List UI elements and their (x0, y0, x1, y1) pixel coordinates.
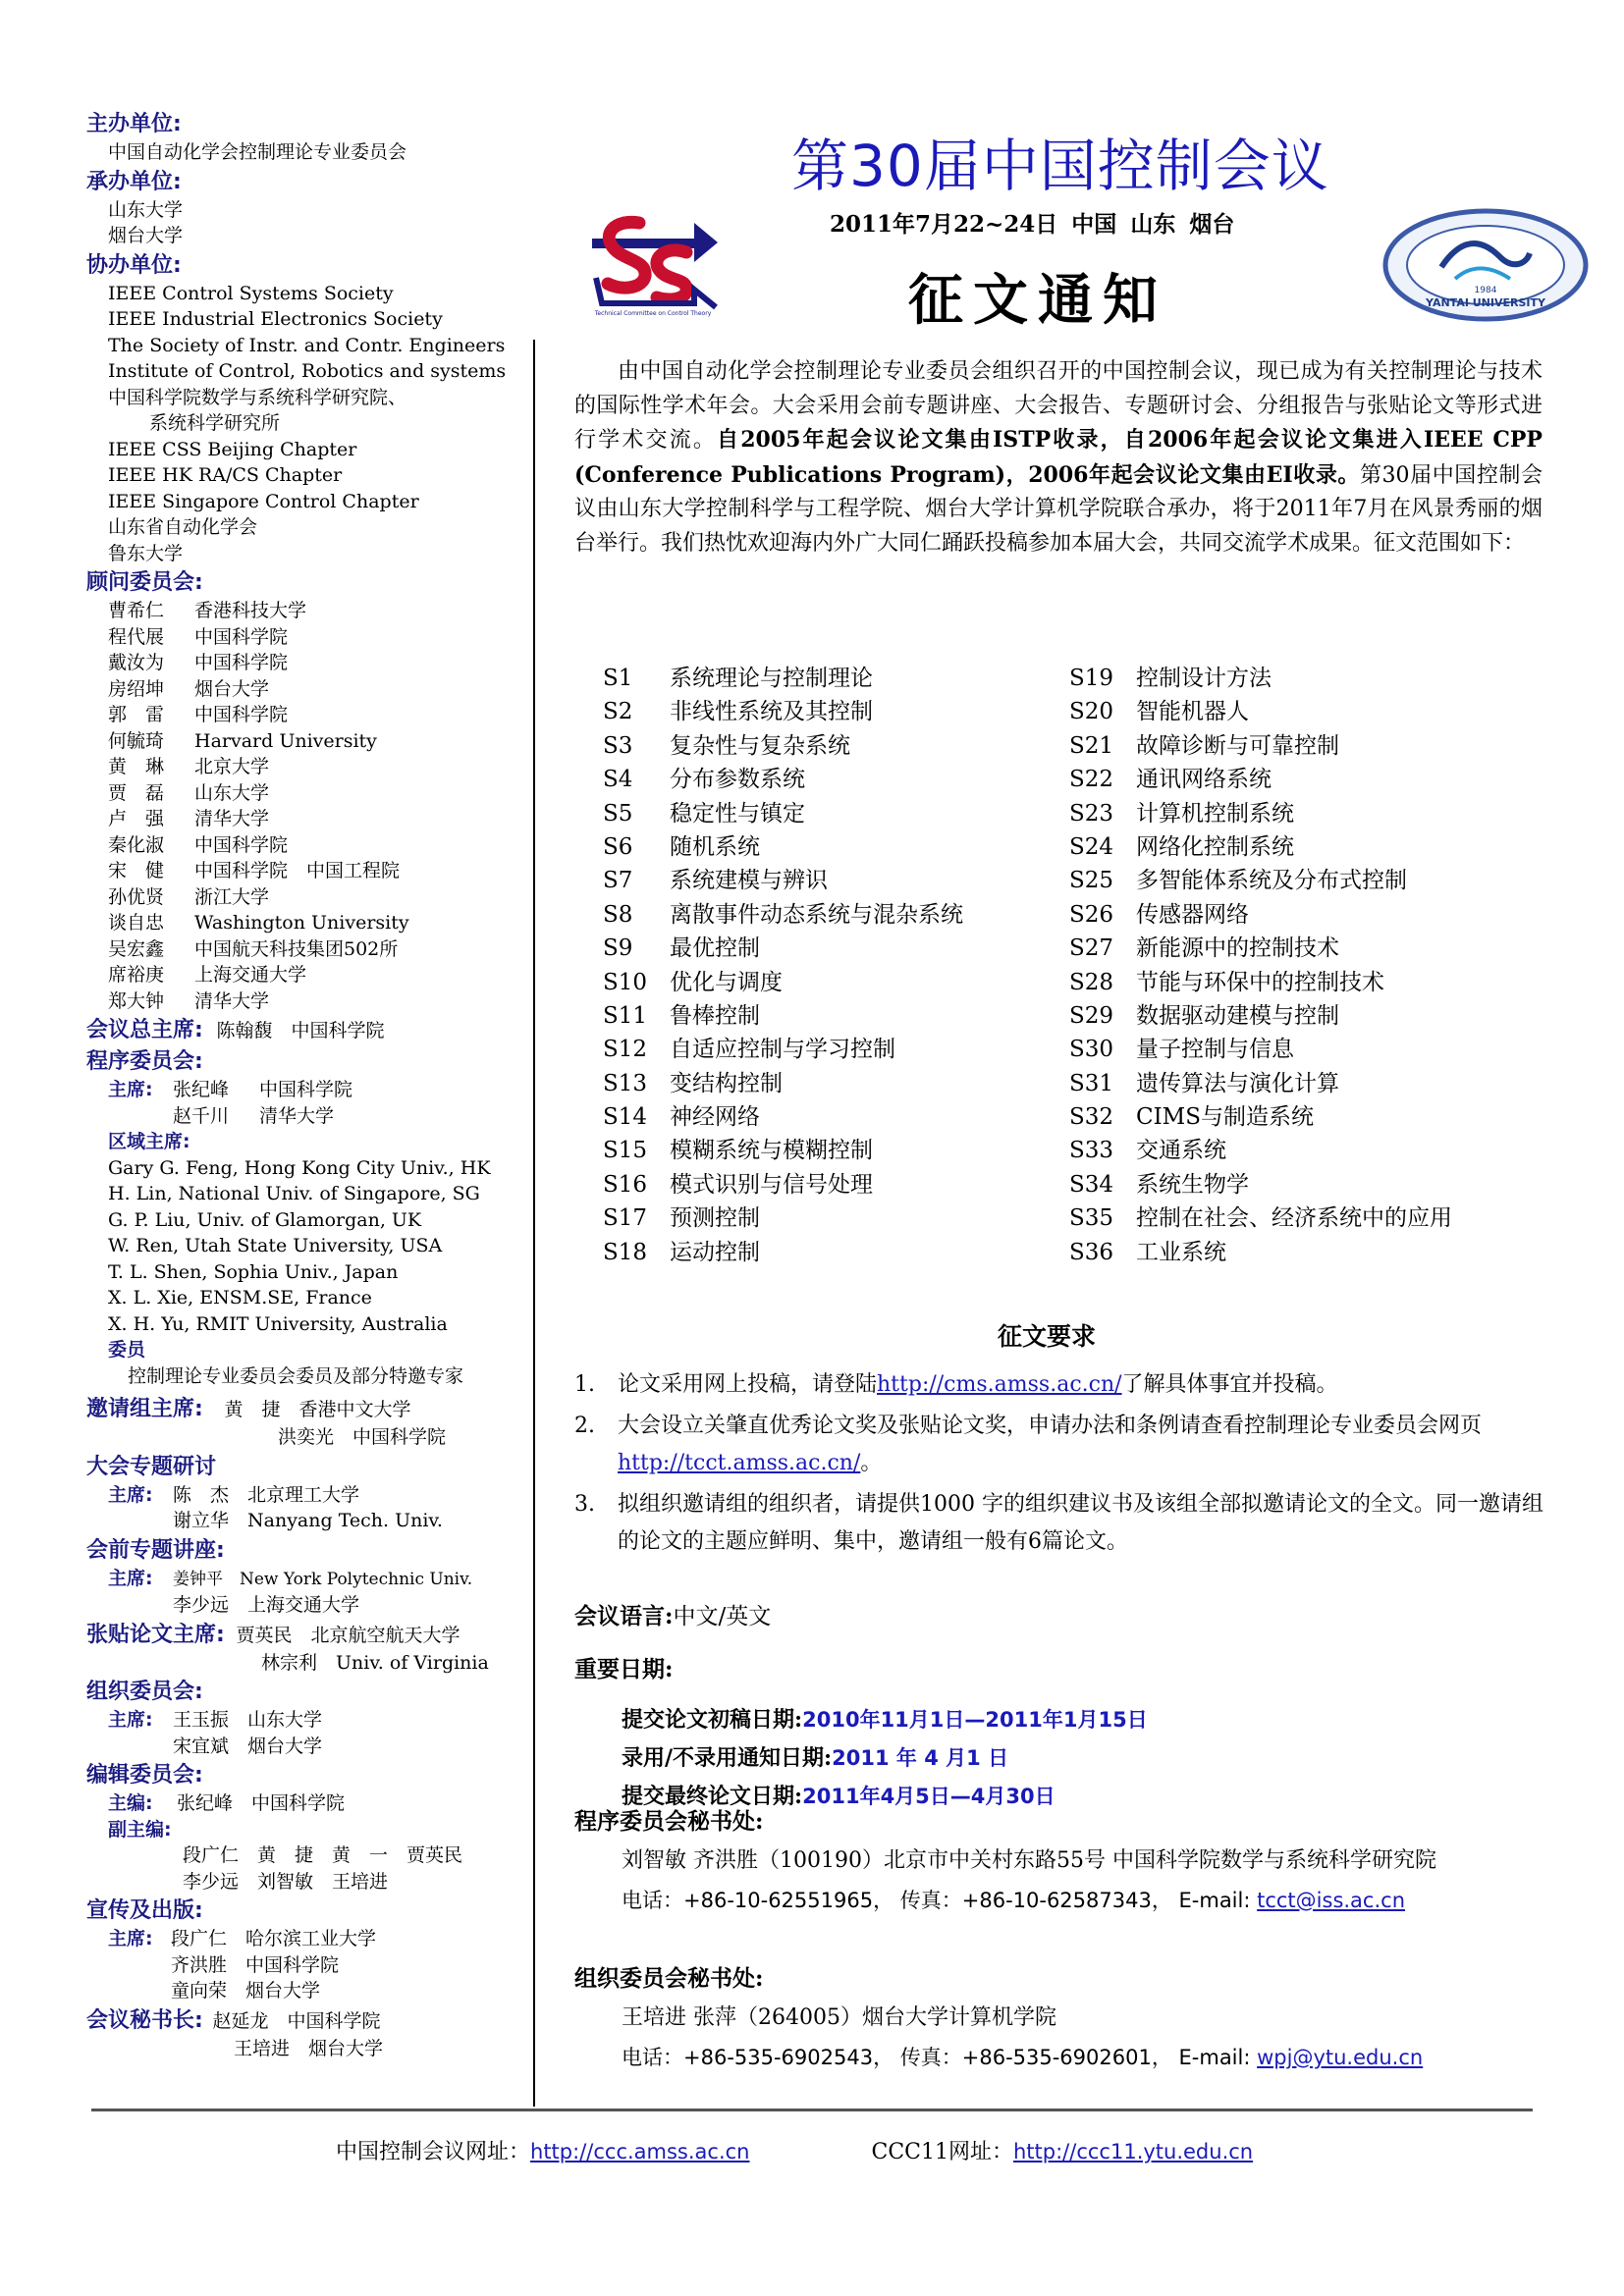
topic-code: S4 (603, 767, 633, 793)
invited-row (86, 1395, 530, 1424)
coorganizer-item: IEEE CSS Beijing Chapter (108, 438, 357, 460)
topic-item (603, 1201, 963, 1235)
topic-name: 优化与调度 (670, 969, 783, 995)
coorganizer-item: IEEE Industrial Electronics Society (108, 308, 443, 330)
topic-code: S5 (603, 800, 633, 827)
topic-code: S34 (1069, 1171, 1114, 1198)
topics-column-right (1069, 662, 1452, 1269)
program-heading: 程序委员会: (86, 1049, 203, 1074)
advisory-member-org: Washington University (194, 912, 409, 934)
program-secretariat-label: 程序委员会秘书处: (574, 1808, 764, 1835)
advisory-member (86, 780, 530, 807)
topic-code: S9 (603, 935, 633, 962)
advisory-member-name: 卢 强 (108, 808, 165, 829)
topic-item (1069, 729, 1452, 763)
requirements-list (574, 1366, 1546, 1565)
advisory-member-org: 中国航天科技集团502所 (194, 937, 399, 960)
publicity-heading: 宣传及出版: (86, 1898, 203, 1923)
topic-item (1069, 1067, 1452, 1100)
regional-chair: T. L. Shen, Sophia Univ., Japan (108, 1260, 399, 1283)
yantai-logo-caption: YANTAI UNIVERSITY (1426, 296, 1545, 309)
topic-name: 神经网络 (670, 1104, 760, 1131)
topic-item (603, 797, 963, 830)
advisory-member-org: 中国科学院 (194, 652, 289, 673)
topic-code: S25 (1069, 868, 1114, 894)
advisory-member-org: 山东大学 (194, 781, 270, 804)
coorganizer-item: IEEE Singapore Control Chapter (108, 490, 419, 512)
advisory-member-name: 席裕庚 (108, 964, 165, 986)
tutorial-heading: 会前专题讲座: (86, 1537, 225, 1563)
topic-item (1069, 1134, 1452, 1167)
coorganizer-item: 山东省自动化学会 (108, 516, 258, 538)
poster-row (86, 1621, 530, 1650)
topic-code: S24 (1069, 833, 1114, 860)
requirement-text: 大会设立关肇直优秀论文奖及张贴论文奖，申请办法和条例请查看控制理论专业委员会网页 (618, 1414, 1483, 1438)
program-chair-name: 张纪峰 (173, 1079, 230, 1100)
topic-name: 分布参数系统 (670, 767, 805, 793)
tcct-logo-caption: Technical Committee on Control Theory (594, 310, 712, 317)
ccc-website-link[interactable]: http://ccc.amss.ac.cn (530, 2140, 750, 2163)
advisory-member (86, 858, 530, 884)
topic-item (603, 966, 963, 999)
advisory-member (86, 884, 530, 911)
program-secretariat-address: 刘智敏 齐洪胜（100190）北京市中关村东路55号 中国科学院数学与系统科学研究院 (622, 1848, 1436, 1873)
advisory-member-org: 中国科学院 (194, 704, 289, 725)
organizer-heading: 承办单位: (86, 169, 182, 194)
organizing-heading: 组织委员会: (86, 1680, 203, 1704)
advisory-list (86, 598, 530, 1014)
advisory-member-org: 香港科技大学 (194, 600, 307, 621)
advisory-member-name: 郭 雷 (108, 704, 165, 725)
poster-heading: 张贴论文主席: (86, 1622, 225, 1647)
topic-item (603, 932, 963, 965)
topic-item (603, 1168, 963, 1201)
editorial-heading: 编辑委员会: (86, 1763, 203, 1788)
editorial-chief-label: 主编: (108, 1792, 153, 1814)
publicity-line: 童向荣 烟台大学 (171, 1980, 321, 2002)
topic-name: CIMS与制造系统 (1136, 1104, 1314, 1131)
topic-name: 变结构控制 (670, 1070, 783, 1096)
topic-code: S36 (1069, 1239, 1114, 1265)
tcct-website-link[interactable]: http://tcct.amss.ac.cn/ (618, 1451, 861, 1475)
secretary-row (86, 2006, 530, 2036)
regional-chair: X. H. Yu, RMIT University, Australia (108, 1312, 448, 1335)
topic-item (603, 662, 963, 695)
plenary-chair-label: 主席: (108, 1483, 153, 1506)
organizing-chair-label: 主席: (108, 1709, 153, 1731)
intro-paragraph (574, 355, 1543, 561)
topic-item (1069, 830, 1452, 864)
poster-line: 林宗利 Univ. of Virginia (261, 1651, 489, 1674)
requirement-number: 3. (574, 1492, 595, 1517)
regional-list (86, 1155, 530, 1338)
organizing-line: 宋宜斌 烟台大学 (173, 1735, 323, 1757)
topic-item (603, 695, 963, 728)
organizing-secretariat (574, 1959, 1423, 2077)
date-label: 录用/不录用通知日期: (622, 1745, 833, 1771)
topic-item (1069, 1033, 1452, 1066)
topic-item (603, 763, 963, 796)
sidebar (86, 108, 530, 2109)
topic-code: S6 (603, 833, 633, 860)
topic-name: 控制设计方法 (1136, 666, 1272, 691)
coorganizer-item: 系统科学研究所 (149, 412, 281, 434)
topic-code: S35 (1069, 1205, 1114, 1232)
topic-item (1069, 1168, 1452, 1201)
topic-item (603, 999, 963, 1033)
invited-line: 黄 捷 香港中文大学 (224, 1399, 411, 1420)
editorial-chief: 张纪峰 中国科学院 (177, 1792, 346, 1814)
date-row (622, 1739, 1148, 1778)
topic-name: 量子控制与信息 (1136, 1037, 1294, 1063)
yantai-university-logo (1382, 208, 1589, 322)
advisory-member (86, 988, 530, 1015)
ccc11-website-label: CCC11网址： (871, 2140, 1013, 2164)
topic-name: 稳定性与镇定 (670, 800, 805, 827)
organizing-secretariat-contact (574, 2038, 1423, 2077)
topic-code: S14 (603, 1104, 648, 1131)
topic-name: 预测控制 (670, 1205, 760, 1232)
topic-name: 自适应控制与学习控制 (670, 1037, 895, 1063)
general-chair-value: 陈翰馥 中国科学院 (216, 1020, 385, 1041)
topic-name: 新能源中的控制技术 (1136, 935, 1339, 962)
topic-code: S15 (603, 1138, 648, 1164)
host-item: 中国自动化学会控制理论专业委员会 (108, 141, 407, 163)
advisory-member (86, 624, 530, 651)
topic-code: S16 (603, 1171, 648, 1198)
topic-code: S23 (1069, 800, 1114, 827)
advisory-member-name: 秦化淑 (108, 833, 165, 856)
advisory-member-name: 何毓琦 (108, 729, 165, 752)
topic-name: 离散事件动态系统与混杂系统 (670, 901, 963, 928)
advisory-member-org: 中国科学院 (194, 625, 289, 648)
conference-date-location: 2011年7月22~24日 中国 山东 烟台 (830, 211, 1235, 238)
secretary-line: 王培进 烟台大学 (234, 2037, 384, 2059)
topic-name: 模糊系统与模糊控制 (670, 1138, 873, 1164)
advisory-member (86, 702, 530, 728)
topic-item (1069, 999, 1452, 1033)
topic-code: S32 (1069, 1104, 1114, 1131)
regional-chair: X. L. Xie, ENSM.SE, France (108, 1287, 372, 1308)
topic-name: 故障诊断与可靠控制 (1136, 732, 1339, 759)
topic-item (1069, 1100, 1452, 1134)
topic-name: 系统生物学 (1136, 1171, 1249, 1198)
program-members-label: 委员 (108, 1339, 146, 1361)
topic-name: 非线性系统及其控制 (670, 699, 873, 725)
regional-chair-label: 区域主席: (108, 1131, 190, 1152)
regional-chair: Gary G. Feng, Hong Kong City Univ., HK (108, 1156, 491, 1179)
topic-name: 通讯网络系统 (1136, 767, 1272, 793)
advisory-member-name: 曹希仁 (108, 600, 165, 621)
program-secretariat (574, 1802, 1436, 1920)
advisory-member (86, 754, 530, 780)
tutorial-chair-label: 主席: (108, 1567, 153, 1589)
page-title: 第30届中国控制会议 (791, 133, 1329, 199)
topic-name: 节能与环保中的控制技术 (1136, 969, 1384, 995)
requirement-item (574, 1486, 1546, 1561)
advisory-member-name: 孙优贤 (108, 885, 165, 908)
topic-item (603, 1067, 963, 1100)
topic-item (1069, 695, 1452, 728)
topic-item (1069, 966, 1452, 999)
topic-code: S28 (1069, 969, 1114, 995)
topic-code: S27 (1069, 935, 1114, 962)
advisory-member (86, 728, 530, 755)
topic-item (603, 864, 963, 897)
organizing-line: 王玉振 山东大学 (173, 1709, 323, 1731)
organizing-secretariat-address: 王培进 张萍（264005）烟台大学计算机学院 (622, 2005, 1056, 2030)
coorganizer-heading: 协办单位: (86, 252, 182, 278)
topic-item (603, 898, 963, 932)
language-label: 会议语言: (574, 1603, 674, 1629)
topic-item (1069, 797, 1452, 830)
editorial-deputy-line: 李少远 刘智敏 王培进 (183, 1870, 389, 1893)
advisory-member (86, 598, 530, 624)
program-chair-org: 中国科学院 (259, 1079, 353, 1100)
topic-code: S10 (603, 969, 648, 995)
topic-code: S8 (603, 901, 633, 928)
topic-item (603, 1100, 963, 1134)
topic-item (1069, 662, 1452, 695)
topic-name: 智能机器人 (1136, 699, 1249, 725)
advisory-member (86, 832, 530, 859)
topic-code: S22 (1069, 767, 1114, 793)
topic-name: 多智能体系统及分布式控制 (1136, 868, 1407, 894)
important-dates-label: 重要日期: (574, 1656, 674, 1682)
intro-indexing-note: 自2005年起会议论文集由ISTP收录，自2006年起会议论文集进入IEEE CPP (Conference Publications Program)，2006年起会议论文集由EI收录。 (574, 427, 1543, 488)
general-chair-heading: 会议总主席: (86, 1018, 203, 1042)
program-secretariat-contact (574, 1881, 1436, 1920)
date-value: 2011 年 4 月1 日 (832, 1746, 1009, 1770)
editorial-deputy-line: 段广仁 黄 捷 黄 一 贾英民 (183, 1844, 463, 1866)
plenary-line: 谢立华 Nanyang Tech. Univ. (173, 1510, 443, 1531)
program-members-text: 控制理论专业委员会委员及部分特邀专家 (128, 1364, 464, 1387)
topic-item (603, 830, 963, 864)
coorganizer-item: IEEE Control Systems Society (108, 282, 394, 304)
tutorial-line: 李少远 上海交通大学 (173, 1594, 360, 1616)
host-heading: 主办单位: (86, 112, 182, 136)
date-label: 提交最终论文日期: (622, 1784, 803, 1809)
requirement-number: 1. (574, 1372, 595, 1397)
topic-item (1069, 864, 1452, 897)
program-chair-label: 主席: (108, 1079, 153, 1100)
advisory-heading: 顾问委员会: (86, 570, 203, 595)
submission-link[interactable]: http://cms.amss.ac.cn/ (877, 1372, 1122, 1397)
invited-heading: 邀请组主席: (86, 1397, 203, 1421)
topic-name: 模式识别与信号处理 (670, 1171, 873, 1198)
regional-chair: W. Ren, Utah State University, USA (108, 1235, 443, 1256)
topic-name: 鲁棒控制 (670, 1002, 760, 1029)
date-row (622, 1701, 1148, 1739)
editorial-deputy-label: 副主编: (108, 1818, 172, 1841)
call-for-papers-heading: 征文通知 (908, 268, 1167, 333)
ccc11-website-link[interactable]: http://ccc11.ytu.edu.cn (1013, 2140, 1254, 2163)
topic-code: S12 (603, 1037, 648, 1063)
invited-line: 洪奕光 中国科学院 (278, 1426, 447, 1448)
advisory-member-name: 戴汝为 (108, 652, 165, 673)
yantai-logo-year: 1984 (1474, 286, 1497, 295)
secretary-heading: 会议秘书长: (86, 2007, 203, 2033)
regional-chair: H. Lin, National Univ. of Singapore, SG (108, 1183, 480, 1204)
topic-code: S26 (1069, 901, 1114, 928)
topic-name: 传感器网络 (1136, 901, 1249, 928)
advisory-member-org: 中国科学院 (194, 833, 289, 856)
date-label: 提交论文初稿日期: (622, 1707, 803, 1733)
topic-item (603, 1134, 963, 1167)
requirements-heading: 征文要求 (998, 1322, 1097, 1351)
footer-divider (91, 2109, 1533, 2111)
advisory-member (86, 676, 530, 703)
advisory-member (86, 936, 530, 963)
topic-code: S19 (1069, 666, 1114, 691)
topic-code: S11 (603, 1002, 648, 1029)
intro-text-1: 由中国自动化学会控制理论专业委员会组织召开的中国控制会议，现已成为有关控制理论与技术的国际性学术年会。大会采用会前专题讲座、大会报告、专题研讨会、分组报告与张贴论文等形式进行学术交流。 (574, 359, 1543, 453)
requirement-number: 2. (574, 1414, 595, 1438)
advisory-member-org: 浙江大学 (194, 885, 270, 908)
organizer-item: 山东大学 (108, 198, 184, 221)
publicity-line: 段广仁 哈尔滨工业大学 (171, 1928, 377, 1949)
advisory-member-name: 程代展 (108, 625, 165, 648)
topic-name: 数据驱动建模与控制 (1136, 1002, 1339, 1029)
topic-name: 随机系统 (670, 833, 760, 860)
topic-name: 复杂性与复杂系统 (670, 732, 850, 759)
footer (336, 2135, 1253, 2165)
program-chair-name: 赵千川 (173, 1104, 230, 1127)
topic-name: 系统理论与控制理论 (670, 666, 873, 691)
topic-code: S21 (1069, 732, 1114, 759)
coorganizer-item: 中国科学院数学与系统科学研究院、 (108, 386, 407, 408)
advisory-member-name: 贾 磊 (108, 781, 165, 804)
topic-code: S33 (1069, 1138, 1114, 1164)
topic-name: 计算机控制系统 (1136, 800, 1294, 827)
advisory-member-org: 上海交通大学 (194, 964, 307, 986)
organizing-secretariat-email[interactable]: wpj@ytu.edu.cn (1257, 2046, 1424, 2069)
advisory-member-name: 房绍坤 (108, 677, 165, 700)
organizing-secretariat-label: 组织委员会秘书处: (574, 1965, 764, 1992)
topic-item (603, 1033, 963, 1066)
topic-name: 控制在社会、经济系统中的应用 (1136, 1205, 1452, 1232)
topic-code: S18 (603, 1239, 648, 1265)
requirement-text: 拟组织邀请组的组织者，请提供1000 字的组织建议书及该组全部拟邀请论文的全文。同一邀请组的论文的主题应鲜明、集中，邀请组一般有6篇论文。 (618, 1492, 1543, 1554)
topic-code: S13 (603, 1070, 648, 1096)
intro-text-2: 第30届中国控制会议由山东大学控制科学与工程学院、烟台大学计算机学院联合承办，将于2011年7月在风景秀丽的烟台举行。我们热忱欢迎海内外广大同仁踊跃投稿参加本届大会，共同交流学术成果。征文范围如下： (574, 462, 1543, 556)
advisory-member (86, 650, 530, 676)
coorganizer-item: The Society of Instr. and Contr. Engineers (108, 334, 506, 356)
coorganizer-item: Institute of Control, Robotics and systems (108, 360, 507, 382)
topic-code: S29 (1069, 1002, 1114, 1029)
general-chair-row (86, 1016, 530, 1045)
topic-name: 系统建模与辨识 (670, 868, 828, 894)
topic-item (1069, 763, 1452, 796)
topic-name: 网络化控制系统 (1136, 833, 1294, 860)
program-secretariat-tel: 电话：+86-10-62551965， 传真：+86-10-62587343， E-mail: (622, 1889, 1258, 1912)
topic-name: 最优控制 (670, 935, 760, 962)
regional-chair: G. P. Liu, Univ. of Glamorgan, UK (108, 1208, 422, 1231)
advisory-member-name: 郑大钟 (108, 989, 165, 1012)
topic-code: S31 (1069, 1070, 1114, 1096)
topic-name: 工业系统 (1136, 1239, 1226, 1265)
plenary-heading: 大会专题研讨 (86, 1454, 217, 1479)
requirement-text-after: 了解具体事宜并投稿。 (1121, 1372, 1338, 1397)
topic-code: S1 (603, 666, 633, 691)
advisory-member-org: 北京大学 (194, 756, 270, 777)
advisory-member-name: 宋 健 (108, 860, 165, 881)
organizer-item: 烟台大学 (108, 225, 184, 246)
topic-item (1069, 1236, 1452, 1269)
advisory-member (86, 910, 530, 936)
topic-code: S20 (1069, 699, 1114, 725)
topic-code: S7 (603, 868, 633, 894)
topic-code: S3 (603, 732, 633, 759)
topic-name: 交通系统 (1136, 1138, 1226, 1164)
topic-code: S17 (603, 1205, 648, 1232)
program-chair-org: 清华大学 (259, 1104, 335, 1127)
poster-line: 贾英民 北京航空航天大学 (236, 1624, 460, 1646)
important-dates (622, 1701, 1148, 1816)
requirement-item (574, 1366, 1546, 1404)
topic-item (603, 1236, 963, 1269)
advisory-member (86, 962, 530, 988)
advisory-member-org: 中国科学院 中国工程院 (194, 860, 401, 881)
requirement-text: 论文采用网上投稿，请登陆 (618, 1372, 878, 1397)
coorganizer-item: IEEE HK RA/CS Chapter (108, 464, 343, 486)
advisory-member-org: 清华大学 (194, 808, 270, 829)
topic-name: 遗传算法与演化计算 (1136, 1070, 1339, 1096)
topic-item (1069, 898, 1452, 932)
column-divider (533, 340, 535, 2107)
requirement-text-after: 。 (860, 1451, 883, 1475)
advisory-member-org: 清华大学 (194, 989, 270, 1012)
topic-item (1069, 932, 1452, 965)
date-value: 2010年11月1日—2011年1月15日 (802, 1708, 1148, 1732)
topic-item (1069, 1201, 1452, 1235)
topic-name: 运动控制 (670, 1239, 760, 1265)
coorganizer-item: 鲁东大学 (108, 542, 184, 564)
tutorial-line: 姜钟平 New York Polytechnic Univ. (173, 1569, 473, 1589)
advisory-member-org: Harvard University (194, 729, 377, 752)
advisory-member (86, 806, 530, 832)
language-value: 中文/英文 (673, 1604, 772, 1629)
date-value: 2011年4月5日—4月30日 (802, 1785, 1056, 1808)
publicity-line: 齐洪胜 中国科学院 (171, 1953, 340, 1976)
organizing-secretariat-tel: 电话：+86-535-6902543， 传真：+86-535-6902601， E-mail: (622, 2046, 1258, 2069)
tcct-logo (584, 209, 722, 317)
plenary-line: 陈 杰 北京理工大学 (173, 1483, 360, 1506)
conference-language (574, 1598, 771, 1630)
advisory-member-org: 烟台大学 (194, 677, 270, 700)
topics-column-left (603, 662, 963, 1269)
topic-code: S2 (603, 699, 633, 725)
secretary-line: 赵延龙 中国科学院 (212, 2009, 381, 2032)
advisory-member-name: 谈自忠 (108, 912, 165, 934)
topic-code: S30 (1069, 1037, 1114, 1063)
advisory-member-name: 吴宏鑫 (108, 937, 165, 960)
publicity-chair-label: 主席: (108, 1928, 153, 1949)
requirement-item (574, 1408, 1546, 1482)
topic-item (603, 729, 963, 763)
advisory-member-name: 黄 琳 (108, 756, 165, 777)
ccc-website-label: 中国控制会议网址： (336, 2140, 531, 2164)
program-secretariat-email[interactable]: tcct@iss.ac.cn (1257, 1889, 1406, 1912)
